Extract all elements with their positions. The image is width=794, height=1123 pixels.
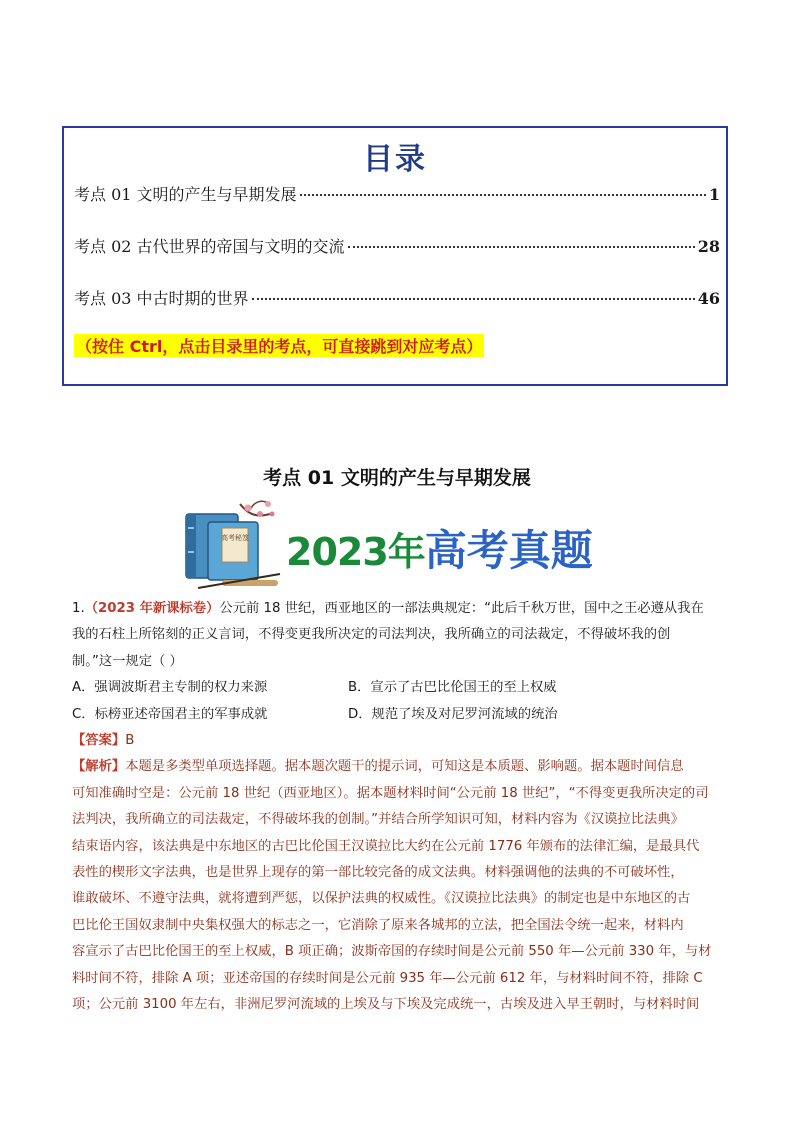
- exam-banner: [178, 500, 618, 590]
- toc-entry-01[interactable]: [74, 182, 720, 205]
- answer-row: [72, 728, 726, 754]
- table-of-contents: [62, 126, 728, 386]
- analysis-line: 项；公元前 3100 年左右，非洲尼罗河流域的上埃及与下埃及完成统一，古埃及进入早王朝时，与材料时间: [72, 997, 700, 1013]
- analysis-tag: 【解析】: [72, 759, 126, 775]
- toc-entry-label: 考点 01 文明的产生与早期发展: [74, 185, 297, 204]
- toc-leader-dots: [252, 298, 695, 300]
- option-a: A．强调波斯君主专制的权力来源: [72, 680, 268, 696]
- analysis-line: 巴比伦王国奴隶制中央集权强大的标志之一，它消除了原来各城邦的立法，把全国法令统一起来，材料内: [72, 917, 684, 933]
- toc-entry-label: 考点 02 古代世界的帝国与文明的交流: [74, 237, 345, 256]
- section-heading: 考点 01 文明的产生与早期发展: [263, 467, 531, 489]
- toc-entry-page: 1: [708, 185, 720, 204]
- option-b: B．宣示了古巴比伦国王的至上权威: [348, 680, 557, 696]
- book-stack-icon: [178, 500, 286, 592]
- toc-entry-page: 28: [697, 237, 720, 256]
- analysis-block: [72, 754, 726, 1018]
- toc-entry-page: 46: [697, 289, 720, 308]
- banner-word: 高考真题: [424, 526, 593, 575]
- banner-title: [286, 518, 593, 578]
- question-1: [72, 596, 726, 1019]
- answer-options: [72, 675, 726, 728]
- analysis-line: [72, 754, 726, 780]
- toc-ctrl-click-note: （按住 Ctrl，点击目录里的考点，可直接跳到对应考点）: [74, 334, 484, 357]
- toc-entry-label: 考点 03 中古时期的世界: [74, 289, 249, 308]
- question-stem-line-3: 制。”这一规定（ ）: [72, 653, 183, 669]
- analysis-line: 结束语内容，该法典是中东地区的古巴比伦国王汉谟拉比大约在公元前 1776 年颁布的法律汇编，是最具代: [72, 838, 700, 854]
- analysis-line: 表性的楔形文字法典，也是世界上现存的第一部比较完备的成文法典。材料强调他的法典的不可破坏性，: [72, 865, 684, 881]
- book-label-text: 高考秘笈: [221, 534, 249, 542]
- question-stem-line-1: 公元前 18 世纪，西亚地区的一部法典规定：“此后千秋万世，国中之王必遵从我在: [219, 601, 704, 616]
- analysis-line: 容宣示了古巴比伦国王的至上权威，B 项正确；波斯帝国的存续时间是公元前 550 年—公元前 330 年，与材: [72, 944, 712, 960]
- toc-leader-dots: [300, 194, 706, 196]
- toc-entry-02[interactable]: [74, 234, 720, 257]
- toc-entry-03[interactable]: [74, 286, 720, 309]
- toc-title: 目录: [363, 142, 427, 177]
- option-c: C．标榜亚述帝国君主的军事成就: [72, 706, 268, 722]
- question-stem: [72, 596, 726, 622]
- option-d: D．规范了埃及对尼罗河流域的统治: [348, 706, 558, 722]
- question-stem-line-2: 我的石柱上所铭刻的正义言词，不得变更我所决定的司法判决，我所确立的司法裁定，不得破坏我的创: [72, 627, 671, 643]
- question-source: （2023 年新课标卷）: [84, 601, 220, 616]
- answer-value: B: [125, 733, 135, 749]
- analysis-line: 可知准确时空是：公元前 18 世纪（西亚地区）。据本题材料时间“公元前 18 世纪”，“不得变更我所决定的司: [72, 785, 709, 801]
- analysis-line: 料时间不符，排除 A 项；亚述帝国的存续时间是公元前 935 年—公元前 612 年，与材料时间不符，排除 C: [72, 970, 703, 986]
- analysis-line: 法判决，我所确立的司法裁定，不得破坏我的创制。”并结合所学知识可知，材料内容为《汉谟拉比法典》: [72, 812, 684, 828]
- toc-leader-dots: [348, 246, 695, 248]
- analysis-line: 谁敢破坏、不遵守法典，就将遭到严惩，以保护法典的权威性。《汉谟拉比法典》的制定也是中东地区的古: [72, 891, 691, 907]
- answer-tag: 【答案】: [72, 733, 126, 749]
- analysis-text: 本题是多类型单项选择题。据本题次题干的提示词，可知这是本质题、影响题。据本题时间信息: [125, 759, 684, 775]
- question-number: 1.: [72, 601, 85, 616]
- banner-year: 2023年: [286, 530, 425, 574]
